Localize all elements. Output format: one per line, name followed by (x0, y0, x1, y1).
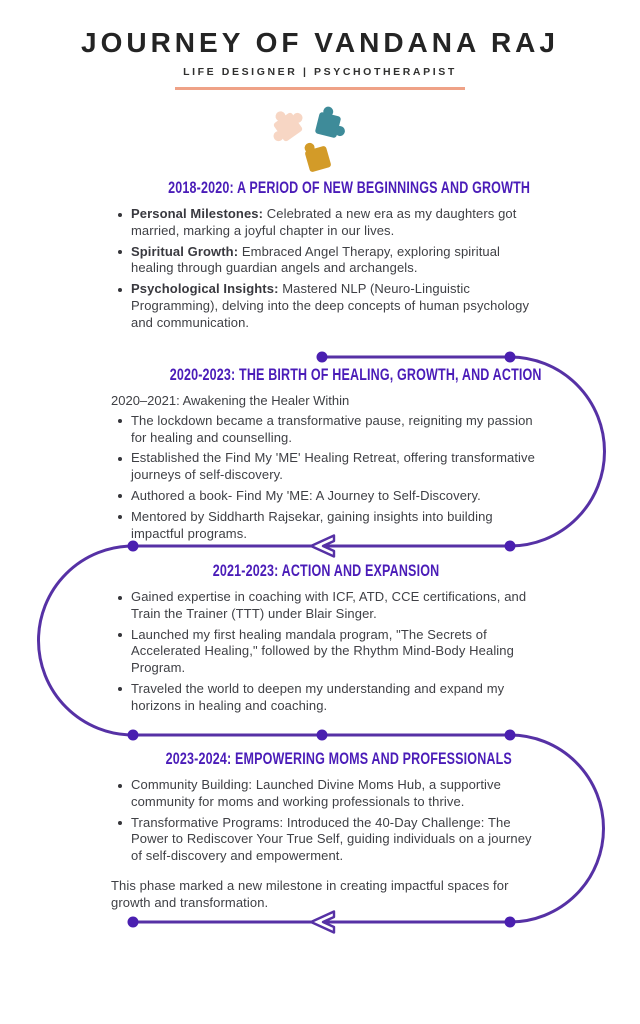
section-bullets (111, 777, 541, 865)
section-bullets (111, 413, 541, 543)
header-underline (175, 87, 465, 90)
section-bullets (111, 206, 541, 332)
timeline-dot (317, 352, 328, 363)
bullet-item: Traveled the world to deepen my understanding and expand my horizons in healing and coaching. (117, 681, 541, 715)
section-heading-text: 2018-2020: A PERIOD OF NEW BEGINNINGS AND GROWTH (168, 179, 531, 197)
section-heading (111, 747, 541, 769)
section-2023-2024 (111, 747, 541, 912)
timeline-dot (505, 352, 516, 363)
puzzle-icon (258, 103, 382, 183)
bullet-item: The lockdown became a transformative pause, reigniting my passion for healing and counselling. (117, 413, 541, 447)
section-subheading: 2020–2021: Awakening the Healer Within (111, 393, 350, 408)
section-2021-2023 (111, 559, 541, 719)
bullet-item: Established the Find My 'ME' Healing Retreat, offering transformative journeys of self-discovery. (117, 450, 541, 484)
section-heading (111, 559, 541, 581)
puzzle-piece-teal-icon (315, 105, 350, 140)
timeline-dot (317, 730, 328, 741)
puzzle-piece-peach-icon (263, 103, 309, 146)
closing-note: This phase marked a new milestone in creating impactful spaces for growth and transformation. (111, 877, 509, 910)
bullet-lead: Spiritual Growth: (131, 243, 239, 259)
bullet-item: Mentored by Siddharth Rajsekar, gaining insights into building impactful programs. (117, 509, 541, 543)
section-2018-2020 (111, 176, 541, 336)
bullet-item: Launched my first healing mandala program, "The Secrets of Accelerated Healing," followed by the Rhythm Mind-Body Healing Program. (117, 627, 541, 677)
bullet-item: Authored a book- Find My 'ME: A Journey to Self-Discovery. (117, 488, 541, 505)
puzzle-pieces (0, 103, 640, 183)
page-title: JOURNEY OF VANDANA RAJ (81, 27, 559, 58)
puzzle-piece-gold-icon (302, 139, 331, 173)
section-heading (111, 363, 541, 385)
bullet-lead: Psychological Insights: (131, 281, 279, 297)
section-heading-text: 2020-2023: THE BIRTH OF HEALING, GROWTH, AND ACTION (169, 366, 542, 384)
page-header (0, 26, 640, 183)
timeline-dot (505, 917, 516, 928)
bullet-item: Transformative Programs: Introduced the 40-Day Challenge: The Power to Rediscover Your True Self, guiding individuals on a journey of self-discovery and empowerment. (117, 815, 541, 865)
timeline-dot (128, 730, 139, 741)
section-bullets (111, 589, 541, 715)
bullet-item: Gained expertise in coaching with ICF, ATD, CCE certifications, and Train the Trainer (TTT) under Blair Singer. (117, 589, 541, 623)
bullet-item: Community Building: Launched Divine Moms Hub, a supportive community for moms and working professionals to thrive. (117, 777, 541, 811)
bullet-item: Psychological Insights: Mastered NLP (Neuro-Linguistic Programming), delving into the deep concepts of human psychology and communication. (117, 281, 541, 331)
page-subtitle: LIFE DESIGNER | PSYCHOTHERAPIST (183, 66, 457, 78)
bullet-item: Spiritual Growth: Embraced Angel Therapy, exploring spiritual healing through guardian angels and archangels. (117, 244, 541, 278)
bullet-item: Personal Milestones: Celebrated a new era as my daughters got married, marking a joyful chapter in our lives. (117, 206, 541, 240)
section-heading (111, 176, 541, 198)
timeline-dot (505, 730, 516, 741)
section-2020-2023 (111, 363, 541, 546)
bullet-lead: Personal Milestones: (131, 206, 264, 221)
timeline-dot (128, 917, 139, 928)
left-arrow-chevron-icon (311, 912, 334, 933)
section-heading-text: 2023-2024: EMPOWERING MOMS AND PROFESSIONALS (165, 750, 512, 768)
section-heading-text: 2021-2023: ACTION AND EXPANSION (212, 562, 440, 580)
